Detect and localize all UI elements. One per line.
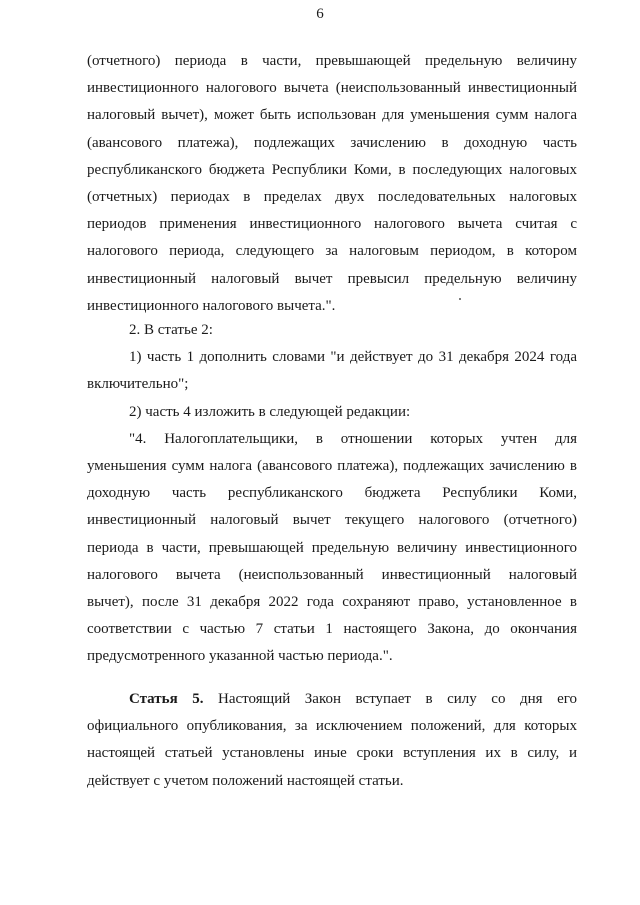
text-line: налогового вычета (неиспользованный инвестиционный налоговый <box>87 566 577 583</box>
article-first-line: Настоящий Закон вступает в силу со дня его <box>218 691 578 707</box>
text-line: доходную часть республиканского бюджета Республики Коми, <box>87 485 577 502</box>
amendments-section <box>87 317 577 671</box>
text-line: инвестиционного налогового вычета.". <box>87 297 336 314</box>
text-line: республиканского бюджета Республики Коми, в последующих налоговых <box>87 161 577 178</box>
text-line: действует с учетом положений настоящей статьи. <box>87 772 404 789</box>
text-line: 2) часть 4 изложить в следующей редакции: <box>129 403 411 420</box>
text-line: (авансового платежа), подлежащих зачислению в доходную часть <box>87 134 577 151</box>
text-line: инвестиционный налоговый вычет текущего налогового (отчетного) <box>87 512 577 529</box>
text-line: налоговый вычет), может быть использован для уменьшения сумм налога <box>87 107 577 124</box>
article-5 <box>87 686 577 795</box>
text-line: уменьшения сумм налога (авансового платежа), подлежащих зачислению в <box>87 458 577 475</box>
scan-speck <box>459 298 461 300</box>
text-line: соответствии с частью 7 статьи 1 настоящего Закона, до окончания <box>87 621 577 638</box>
text-line: "4. Налогоплательщики, в отношении которых учтен для <box>129 430 577 447</box>
text-line: (отчетного) периода в части, превышающей предельную величину <box>87 53 577 69</box>
text-line <box>87 686 577 713</box>
text-line: инвестиционный налоговый вычет превысил предельную величину <box>87 270 577 287</box>
text-line: периодов применения инвестиционного налогового вычета считая с <box>87 216 577 233</box>
text-line: инвестиционного налогового вычета (неиспользованный инвестиционный <box>87 80 577 97</box>
text-line: периода в части, превышающей предельную величину инвестиционного <box>87 539 577 556</box>
text-line: 1) часть 1 дополнить словами "и действует до 31 декабря 2024 года <box>129 349 577 366</box>
paragraph-continuation <box>87 48 577 320</box>
text-line: налогового периода, следующего за налоговым периодом, в котором <box>87 243 577 260</box>
text-line: вычет), после 31 декабря 2022 года сохраняют право, установленное в <box>87 594 577 611</box>
article-label: Статья 5. <box>129 691 204 707</box>
text-line: включительно"; <box>87 376 189 393</box>
text-line: (отчетных) периодах в пределах двух последовательных налоговых <box>87 189 577 206</box>
text-line: настоящей статьей установлены иные сроки вступления их в силу, и <box>87 745 577 762</box>
page-number: 6 <box>316 6 324 22</box>
text-line: предусмотренного указанной частью периода.". <box>87 648 393 665</box>
item-heading: 2. В статье 2: <box>129 322 213 338</box>
text-line: официального опубликования, за исключением положений, для которых <box>87 718 577 735</box>
